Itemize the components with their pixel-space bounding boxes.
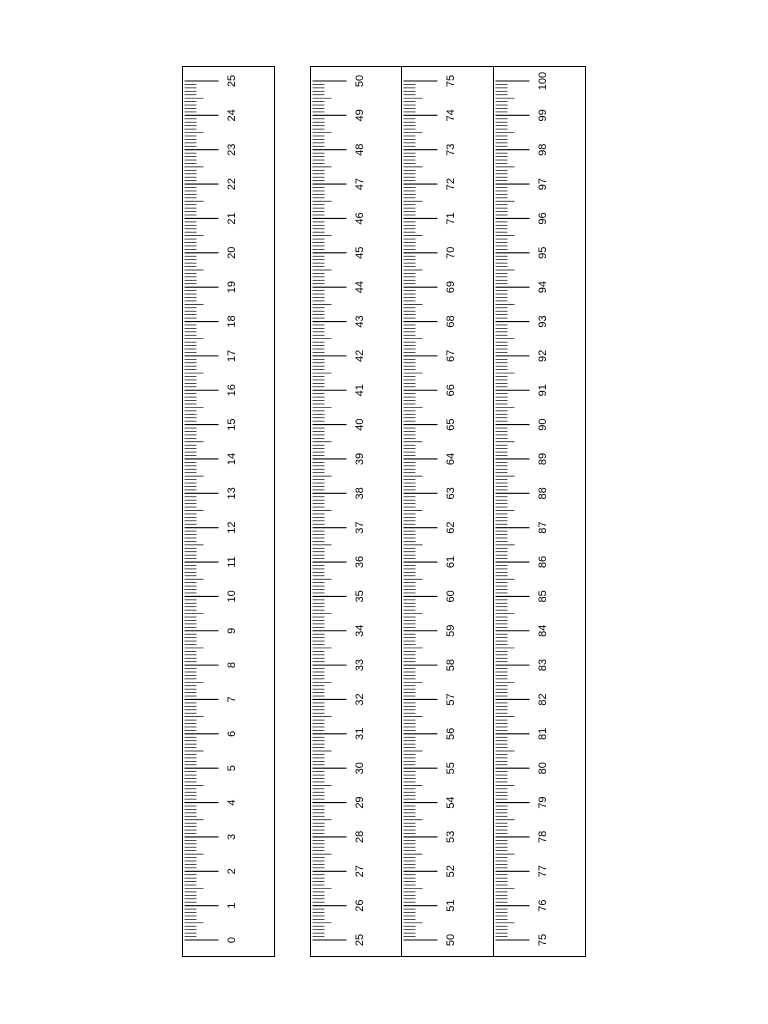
tick-label: 16 [226, 384, 238, 397]
tick-label: 76 [537, 899, 549, 912]
tick-label: 59 [445, 624, 457, 637]
tick-label: 8 [226, 662, 238, 669]
tick-label: 82 [537, 693, 549, 706]
tick-label: 26 [354, 899, 366, 912]
ruler-strip-50-75 [401, 66, 494, 957]
tick-label: 81 [537, 727, 549, 740]
tick-label: 91 [537, 384, 549, 397]
tick-label: 43 [354, 315, 366, 328]
tick-label: 36 [354, 555, 366, 569]
tick-label: 11 [226, 556, 238, 568]
tick-label: 88 [537, 487, 549, 500]
ruler-scale [183, 67, 276, 958]
tick-label: 100 [537, 71, 549, 91]
tick-label: 97 [537, 177, 549, 191]
tick-label: 61 [445, 555, 457, 569]
tick-label: 37 [354, 521, 366, 534]
tick-label: 75 [537, 933, 549, 947]
tick-label: 74 [445, 109, 457, 122]
tick-label: 47 [354, 177, 366, 191]
tick-label: 85 [537, 590, 549, 603]
tick-label: 53 [445, 830, 457, 844]
tick-label: 45 [354, 246, 366, 259]
tick-label: 5 [226, 765, 238, 772]
tick-label: 21 [226, 212, 238, 225]
tick-label: 44 [354, 281, 366, 294]
tick-label: 71 [445, 212, 457, 225]
tick-label: 27 [354, 865, 366, 878]
ruler-strip-0-25 [182, 66, 275, 957]
tick-label: 99 [537, 109, 549, 122]
tick-label: 28 [354, 830, 366, 844]
tick-label: 30 [354, 762, 366, 775]
tick-label: 13 [226, 487, 238, 500]
tick-label: 20 [226, 246, 238, 259]
tick-label: 51 [445, 899, 457, 912]
tick-label: 54 [445, 796, 457, 809]
tick-label: 29 [354, 796, 366, 809]
tick-label: 90 [537, 418, 549, 431]
tick-label: 69 [445, 281, 457, 294]
tick-label: 93 [537, 315, 549, 328]
tick-label: 87 [537, 521, 549, 534]
tick-label: 57 [445, 693, 457, 706]
tick-label: 41 [354, 384, 366, 397]
tick-label: 33 [354, 658, 366, 672]
tick-label: 14 [226, 452, 238, 466]
tick-label: 1 [226, 902, 238, 909]
ruler-strip-25-50 [310, 66, 403, 957]
tick-label: 2 [226, 868, 238, 875]
tick-label: 6 [226, 730, 238, 737]
tick-label: 35 [354, 590, 366, 603]
tick-label: 23 [226, 143, 238, 156]
tick-label: 10 [226, 590, 238, 603]
ruler-strip-75-100 [493, 66, 586, 957]
tick-label: 80 [537, 762, 549, 775]
tick-label: 9 [226, 627, 238, 634]
tick-label: 75 [445, 74, 457, 88]
tick-label: 46 [354, 212, 366, 225]
tick-label: 49 [354, 109, 366, 122]
tick-label: 64 [445, 452, 457, 466]
tick-label: 73 [445, 143, 457, 156]
tick-label: 84 [537, 624, 549, 637]
ruler-scale [494, 67, 587, 958]
tick-label: 58 [445, 658, 457, 672]
tick-label: 42 [354, 349, 366, 363]
tick-label: 79 [537, 796, 549, 809]
tick-label: 7 [226, 696, 238, 703]
tick-label: 95 [537, 246, 549, 259]
tick-label: 78 [537, 830, 549, 844]
tick-label: 98 [537, 143, 549, 156]
tick-label: 50 [354, 74, 366, 88]
tick-label: 66 [445, 384, 457, 397]
tick-label: 52 [445, 865, 457, 878]
tick-label: 67 [445, 349, 457, 363]
tick-label: 56 [445, 727, 457, 740]
tick-label: 89 [537, 452, 549, 466]
tick-label: 60 [445, 590, 457, 603]
tick-label: 72 [445, 177, 457, 191]
tick-label: 25 [226, 74, 238, 88]
tick-label: 0 [226, 936, 238, 944]
tick-label: 12 [226, 521, 238, 534]
tick-label: 86 [537, 555, 549, 569]
tick-label: 31 [354, 727, 366, 740]
tick-label: 22 [226, 177, 238, 191]
tick-label: 63 [445, 487, 457, 500]
tick-label: 70 [445, 246, 457, 259]
tick-label: 62 [445, 521, 457, 534]
tick-label: 55 [445, 762, 457, 775]
tick-label: 3 [226, 833, 238, 840]
tick-label: 24 [226, 109, 238, 122]
tick-label: 77 [537, 865, 549, 878]
tick-label: 50 [445, 933, 457, 947]
tick-label: 83 [537, 658, 549, 672]
tick-label: 38 [354, 487, 366, 500]
tick-label: 34 [354, 624, 366, 637]
tick-label: 92 [537, 349, 549, 363]
tick-label: 32 [354, 693, 366, 706]
tick-label: 4 [226, 799, 238, 806]
tick-label: 65 [445, 418, 457, 431]
tick-label: 15 [226, 418, 238, 431]
tick-label: 40 [354, 418, 366, 431]
ruler-scale [311, 67, 404, 958]
tick-label: 68 [445, 315, 457, 328]
tick-label: 18 [226, 315, 239, 328]
tick-label: 94 [537, 281, 549, 294]
tick-label: 48 [354, 143, 366, 156]
tick-label: 25 [354, 933, 366, 947]
tick-label: 96 [537, 212, 549, 225]
tick-label: 19 [226, 281, 238, 294]
tick-label: 39 [354, 452, 366, 466]
tick-label: 17 [226, 349, 238, 363]
ruler-scale [402, 67, 495, 958]
